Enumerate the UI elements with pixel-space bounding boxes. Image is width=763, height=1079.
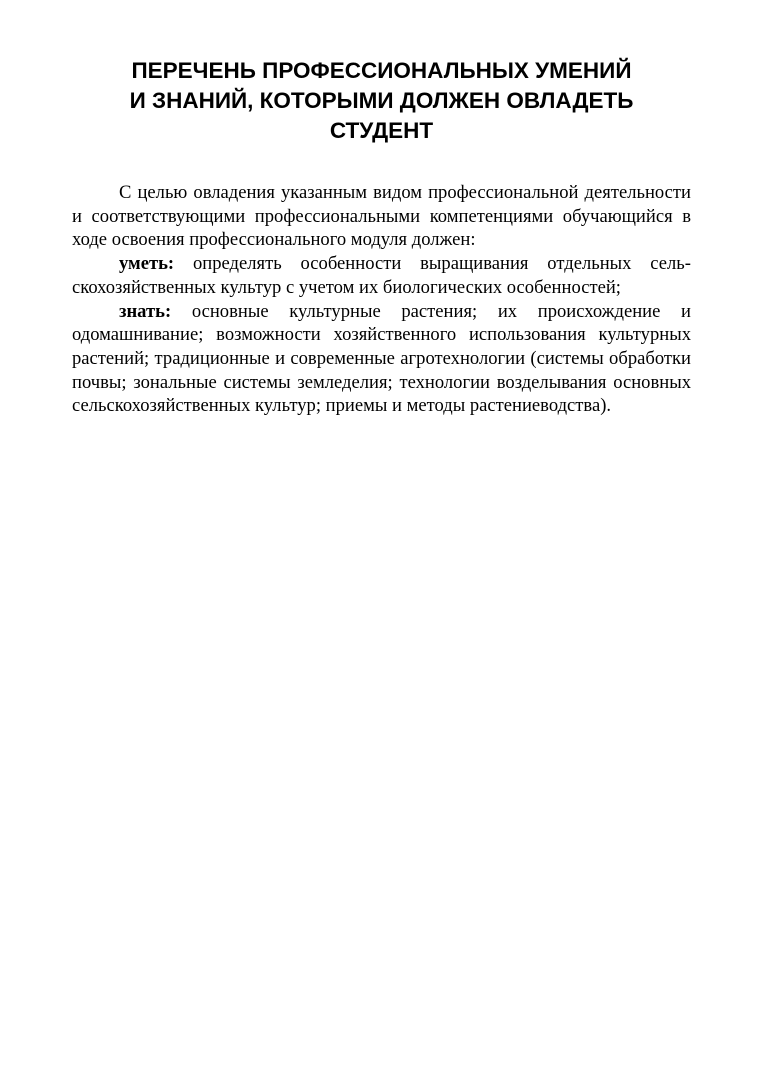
knowledge-term: знать: [119,300,172,322]
skills-term: уметь: [119,253,175,275]
knowledge-paragraph [72,300,691,419]
intro-paragraph: С целью овладения указанным видом профессиональной деятельности и соответствующими профессиональными компетенциями обучающийся в ходе освоения профессионального модуля должен: [72,182,691,251]
title-line-3: СТУДЕНТ [329,118,434,143]
document-body [72,181,691,418]
skills-text: определять особенности выращивания отдельных сельскохозяйственных культур с учетом их биологических особенностей; [72,253,691,298]
title-line-2: И ЗНАНИЙ, КОТОРЫМИ ДОЛЖЕН ОВЛАДЕТЬ [129,88,634,113]
knowledge-text: основные культурные растения; их происхождение и одомашнивание; возможности хозяйственного использования культурных растений; традиционные и современные агротехнологии (системы обработки почвы; зональные системы земледелия; технологии возделывания основных сельскохозяйственных культур; приемы и методы растениеводства). [72,300,691,417]
title-line-1: ПЕРЕЧЕНЬ ПРОФЕССИОНАЛЬНЫХ УМЕНИЙ [131,58,632,83]
skills-paragraph [72,252,691,299]
page-title [72,56,691,146]
